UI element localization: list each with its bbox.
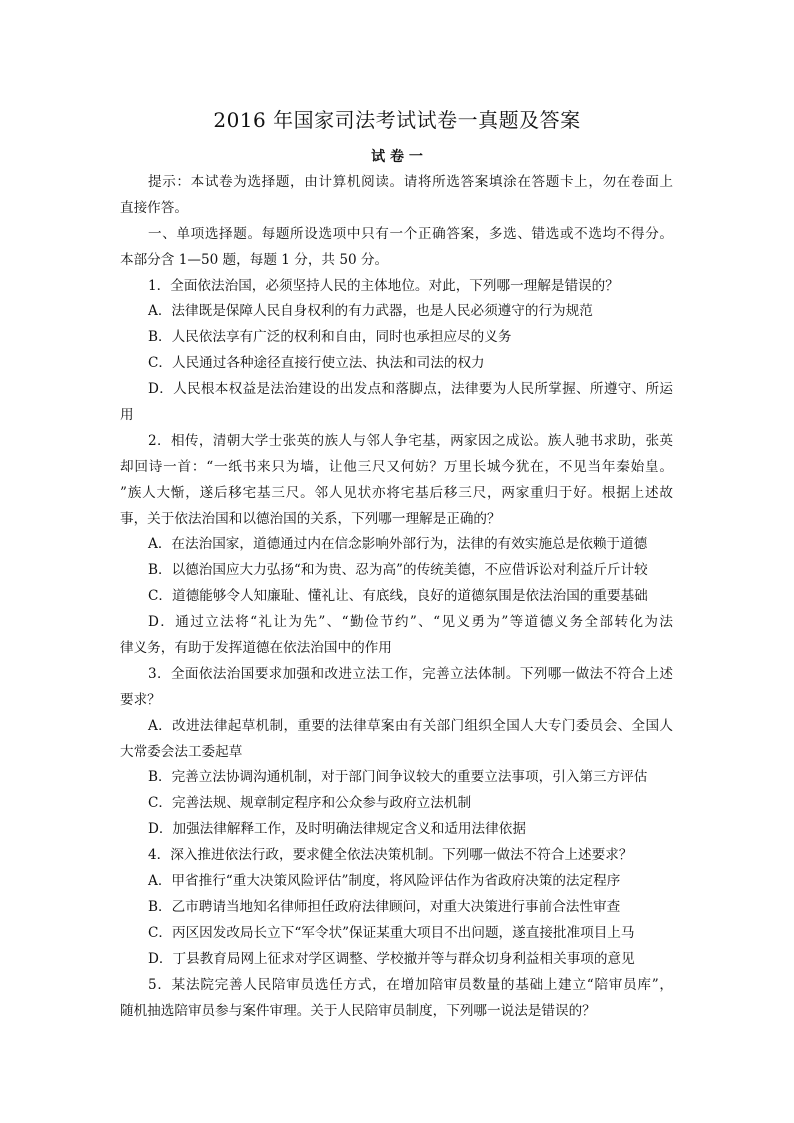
text-line: 2．相传，清朝大学士张英的族人与邻人争宅基，两家因之成讼。族人驰书求助，张英 [148,432,673,449]
text-line: 本部分含 1—50 题，每题 1 分，共 50 分。 [120,251,389,268]
text-line: C．完善法规、规章制定程序和公众参与政府立法机制 [148,795,472,812]
text-line: 一、单项选择题。每题所设选项中只有一个正确答案，多选、错选或不选均不得分。 [148,225,673,242]
text-line: 3．全面依法治国要求加强和改进立法工作，完善立法体制。下列哪一做法不符合上述 [148,665,673,682]
question-2-option-c [120,584,673,610]
document-subtitle: 试 卷 一 [371,149,423,165]
question-3-option-a [120,714,673,766]
text-line: 却回诗一首：“一纸书来只为墙，让他三尺又何妨？万里长城今犹在，不见当年秦始皇。 [120,458,673,475]
question-2-option-b [120,558,673,584]
question-1-option-c [120,351,673,377]
question-3-option-c [120,791,673,817]
instruction-paragraph [120,170,673,222]
question-4-option-d [120,947,673,973]
text-line: B．人民依法享有广泛的权利和自由，同时也承担应尽的义务 [148,329,512,346]
text-line: 提示：本试卷为选择题，由计算机阅读。请将所选答案填涂在答题卡上，勿在卷面上 [148,174,673,190]
text-line: C．道德能够令人知廉耻、懂礼让、有底线，良好的道德氛围是依法治国的重要基础 [148,588,648,605]
text-line: 随机抽选陪审员参与案件审理。关于人民陪审员制度，下列哪一说法是错误的？ [120,1002,596,1019]
question-2 [120,429,673,533]
text-line: D．加强法律解释工作，及时明确法律规定含义和适用法律依据 [148,821,526,838]
text-line: C．人民通过各种途径直接行使立法、执法和司法的权力 [148,355,485,372]
question-2-option-a [120,532,673,558]
text-line: 1．全面依法治国，必须坚持人民的主体地位。对此，下列哪一理解是错误的？ [148,277,619,294]
text-line: 用 [120,407,134,424]
text-line: 4．深入推进依法行政，要求健全依法决策机制。下列哪一做法不符合上述要求？ [148,847,633,864]
text-line: A．改进法律起草机制，重要的法律草案由有关部门组织全国人大专门委员会、全国人 [148,717,673,734]
text-line: ”族人大惭，遂后移宅基三尺。邻人见状亦将宅基后移三尺，两家重归于好。根据上述故 [120,484,673,501]
text-line: 直接作答。 [120,199,188,216]
question-1-option-b [120,325,673,351]
question-1 [120,274,673,300]
text-line: B．完善立法协调沟通机制，对于部门间争议较大的重要立法事项，引入第三方评估 [148,769,648,786]
text-line: A．在法治国家，道德通过内在信念影响外部行为，法律的有效实施总是依赖于道德 [148,536,648,553]
section-heading-paragraph [120,222,673,274]
text-line: 要求？ [120,691,161,708]
text-line: 事，关于依法治国和以德治国的关系，下列哪一理解是正确的？ [120,510,501,527]
text-line: A．法律既是保障人民自身权利的有力武器，也是人民必须遵守的行为规范 [148,303,593,320]
question-1-option-d [120,377,673,429]
text-line: 大常委会法工委起草 [120,743,243,760]
question-4 [120,843,673,869]
text-line: D．人民根本权益是法治建设的出发点和落脚点，法律要为人民所掌握、所遵守、所运 [148,381,673,398]
document-body [120,170,673,1024]
question-2-option-d [120,610,673,662]
text-line: A．甲省推行“重大决策风险评估”制度，将风险评估作为省政府决策的法定程序 [148,873,621,890]
text-line: D．通过立法将“礼让为先”、“勤俭节约”、“见义勇为”等道德义务全部转化为法 [148,614,673,631]
text-line: C．丙区因发改局长立下“军令状”保证某重大项目不出问题，遂直接批准项目上马 [148,924,635,941]
question-3-option-d [120,817,673,843]
question-1-option-a [120,299,673,325]
question-4-option-c [120,921,673,947]
question-3-option-b [120,765,673,791]
question-4-option-b [120,895,673,921]
text-line: 5．某法院完善人民陪审员选任方式，在增加陪审员数量的基础上建立“陪审员库”， [148,976,673,993]
text-line: B．乙市聘请当地知名律师担任政府法律顾问，对重大决策进行事前合法性审查 [148,898,621,915]
question-5 [120,973,673,1025]
question-4-option-a [120,869,673,895]
document-title: 2016 年国家司法考试试卷一真题及答案 [213,108,581,132]
question-3 [120,662,673,714]
text-line: D．丁县教育局网上征求对学区调整、学校撤并等与群众切身利益相关事项的意见 [148,950,635,967]
text-line: 律义务，有助于发挥道德在依法治国中的作用 [120,640,392,657]
text-line: B．以德治国应大力弘扬“和为贵、忍为高”的传统美德，不应借诉讼对利益斤斤计较 [148,562,648,579]
